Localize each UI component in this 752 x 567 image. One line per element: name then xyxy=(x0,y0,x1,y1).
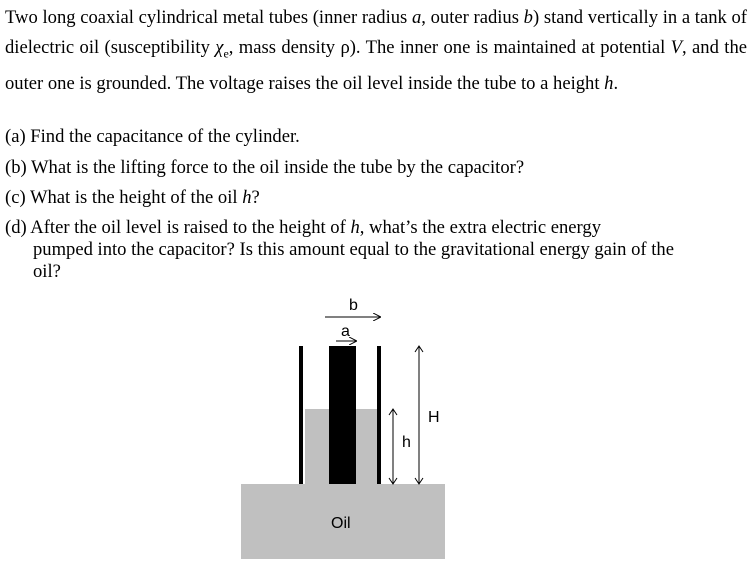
var-chi-subscript: e xyxy=(223,46,229,61)
question-d: (d) After the oil level is raised to the height of h, what’s the extra electric energy pumped into the capacitor? Is this amount equal to the gravitational energy gain of the oil? xyxy=(5,217,674,282)
var-rho: ρ xyxy=(340,36,350,58)
outer-tube-right-wall xyxy=(377,346,381,484)
var-chi: χ xyxy=(215,36,224,58)
label-oil: Oil xyxy=(331,515,351,532)
label-H: H xyxy=(428,409,440,426)
var-V: V xyxy=(670,36,683,58)
var-a: a xyxy=(411,7,422,28)
outer-tube-left-wall xyxy=(299,346,303,484)
var-b: b xyxy=(523,7,533,28)
label-a: a xyxy=(341,323,350,340)
question-c: (c) What is the height of the oil h? xyxy=(5,187,260,208)
label-b: b xyxy=(349,297,358,314)
problem-statement: Two long coaxial cylindrical metal tubes (inner radius a, outer radius b) stand vertically in a tank of dielectric oil (susceptibility $\chi_e$, mass density ρ). The inner one is maintained at potential V, and the outer one is grounded. The voltage raises the oil level inside the tube to a height h. xyxy=(5,7,748,95)
question-b: (b) What is the lifting force to the oil inside the tube by the capacitor? xyxy=(5,157,525,178)
var-h: h xyxy=(604,73,614,95)
question-a: (a) Find the capacitance of the cylinder. xyxy=(5,126,300,147)
inner-tube xyxy=(329,346,356,484)
label-h: h xyxy=(402,434,411,451)
